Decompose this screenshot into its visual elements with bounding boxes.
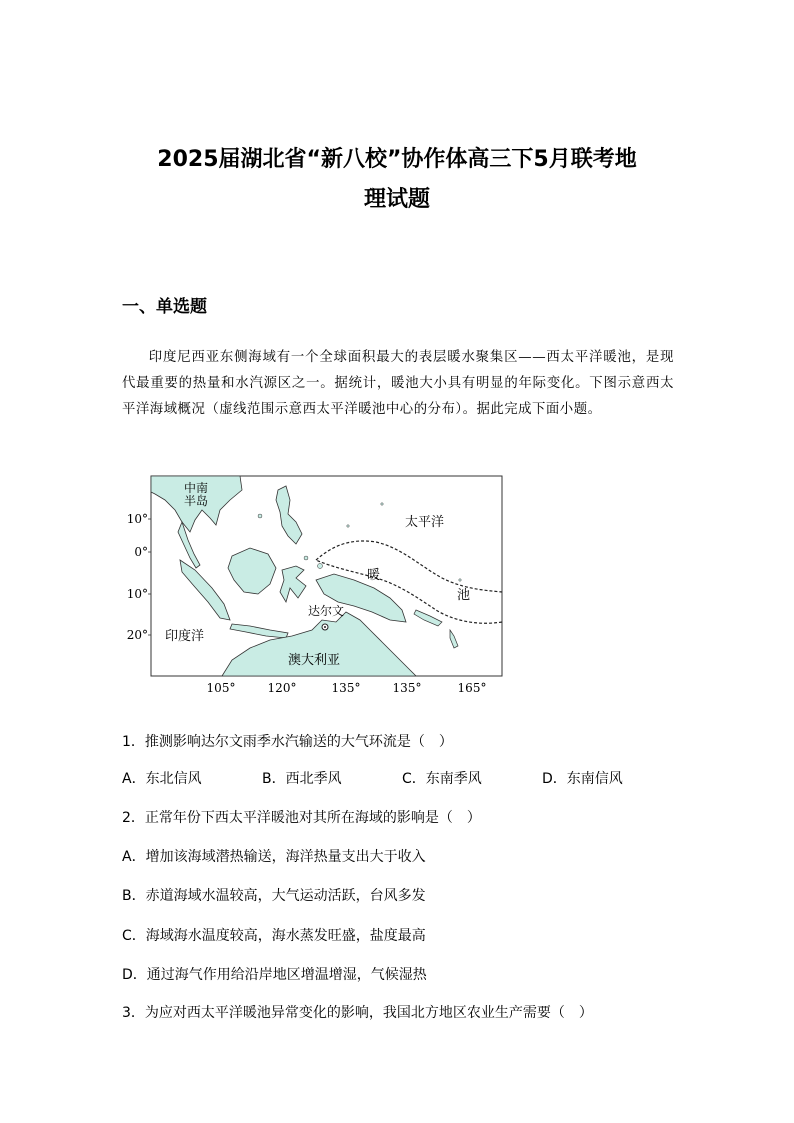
- lon-tick: 135°: [331, 681, 361, 695]
- lon-tick: 105°: [206, 681, 236, 695]
- section-heading: 一、单选题: [122, 297, 207, 317]
- document-title: [100, 140, 694, 220]
- option-b[interactable]: B．西北季风: [262, 771, 342, 787]
- label-australia: 澳大利亚: [288, 653, 341, 668]
- label-warm: 暖: [367, 568, 381, 583]
- q2-option-a[interactable]: A．增加该海域潜热输送，海洋热量支出大于收入: [122, 849, 426, 865]
- lon-tick: 165°: [457, 681, 487, 695]
- question-2: 2．正常年份下西太平洋暖池对其所在海域的影响是（ ）: [122, 810, 481, 826]
- title-line-1: 2025届湖北省“新八校”协作体高三下5月联考地: [157, 147, 637, 172]
- longitude-ticks: [207, 681, 487, 695]
- option-a[interactable]: A．东北信风: [122, 771, 202, 787]
- label-darwin: 达尔文: [308, 604, 345, 618]
- q2-option-b[interactable]: B．赤道海域水温较高，大气运动活跃，台风多发: [122, 888, 426, 904]
- option-d[interactable]: D．东南信风: [542, 771, 623, 787]
- question-3: 3．为应对西太平洋暖池异常变化的影响，我国北方地区农业生产需要（ ）: [122, 1005, 593, 1021]
- label-pacific: 太平洋: [405, 515, 445, 530]
- lat-tick: 20°: [126, 628, 148, 642]
- lat-tick: 0°: [134, 545, 148, 559]
- lon-tick: 135°: [392, 681, 422, 695]
- intro-paragraph: 印度尼西亚东侧海域有一个全球面积最大的表层暖水聚集区——西太平洋暖池，是现代最重要的热量和水汽源区之一。据统计，暖池大小具有明显的年际变化。下图示意西太平洋海域概况（虚线范围示意西太平洋暖池中心的分布）。据此完成下面小题。: [122, 350, 674, 417]
- label-indochina-1: 中南: [184, 481, 209, 495]
- question-1-options: [122, 768, 623, 788]
- label-indian-ocean: 印度洋: [165, 629, 205, 644]
- latitude-ticks: [127, 512, 151, 642]
- q2-option-c[interactable]: C．海域海水温度较高，海水蒸发旺盛，盐度最高: [122, 928, 426, 944]
- q2-option-d[interactable]: D．通过海气作用给沿岸地区增温增湿，气候湿热: [122, 967, 427, 983]
- option-c[interactable]: C．东南季风: [402, 771, 482, 787]
- lat-tick: 10°: [126, 587, 148, 601]
- lon-tick: 120°: [267, 681, 297, 695]
- label-indochina-2: 半岛: [184, 494, 209, 508]
- label-pool: 池: [457, 588, 471, 603]
- western-pacific-map: [120, 470, 520, 700]
- title-line-2: 理试题: [363, 187, 430, 212]
- question-1: 1．推测影响达尔文雨季水汽输送的大气环流是（ ）: [122, 734, 453, 750]
- lat-tick: 10°: [126, 512, 148, 526]
